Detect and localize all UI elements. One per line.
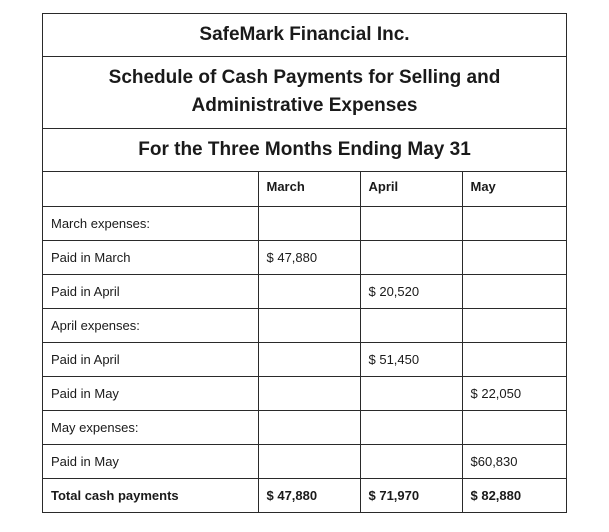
may-cell (462, 206, 566, 240)
schedule-title (43, 57, 566, 129)
april-cell (360, 240, 462, 274)
schedule-period: For the Three Months Ending May 31 (43, 129, 566, 172)
payments-table (43, 172, 566, 512)
may-cell (462, 342, 566, 376)
april-cell (360, 444, 462, 478)
april-cell (360, 410, 462, 444)
march-cell (258, 376, 360, 410)
may-cell (462, 274, 566, 308)
row-label: Paid in April (43, 342, 258, 376)
march-cell (258, 410, 360, 444)
row-label: Paid in April (43, 274, 258, 308)
total-row (43, 478, 566, 512)
table-row (43, 410, 566, 444)
column-header-may: May (462, 172, 566, 206)
table-row (43, 444, 566, 478)
cash-payments-schedule (42, 13, 567, 513)
column-header-march: March (258, 172, 360, 206)
april-cell: $ 51,450 (360, 342, 462, 376)
row-label: Paid in May (43, 444, 258, 478)
row-label: Paid in March (43, 240, 258, 274)
total-april: $ 71,970 (360, 478, 462, 512)
march-cell (258, 206, 360, 240)
april-cell (360, 206, 462, 240)
row-label: Paid in May (43, 376, 258, 410)
may-cell: $60,830 (462, 444, 566, 478)
april-cell: $ 20,520 (360, 274, 462, 308)
total-label: Total cash payments (43, 478, 258, 512)
column-header-label (43, 172, 258, 206)
total-may: $ 82,880 (470, 487, 522, 503)
march-cell (258, 342, 360, 376)
row-label: April expenses: (43, 308, 258, 342)
may-cell (462, 308, 566, 342)
april-cell (360, 376, 462, 410)
row-label: March expenses: (43, 206, 258, 240)
march-cell (258, 308, 360, 342)
table-row (43, 342, 566, 376)
schedule-title-line-1: Schedule of Cash Payments for Selling and (108, 67, 501, 88)
may-cell: $ 22,050 (462, 376, 566, 410)
company-name: SafeMark Financial Inc. (43, 14, 566, 57)
april-cell (360, 308, 462, 342)
march-cell: $ 47,880 (258, 240, 360, 274)
column-header-april: April (360, 172, 462, 206)
column-header-row (43, 172, 566, 206)
table-row (43, 376, 566, 410)
table-row (43, 274, 566, 308)
schedule-title-line-2: Administrative Expenses (191, 95, 418, 116)
may-cell (462, 410, 566, 444)
march-cell (258, 444, 360, 478)
table-row (43, 240, 566, 274)
table-row (43, 206, 566, 240)
row-label: May expenses: (43, 410, 258, 444)
table-row (43, 308, 566, 342)
total-march: $ 47,880 (258, 478, 360, 512)
march-cell (258, 274, 360, 308)
may-cell (462, 240, 566, 274)
